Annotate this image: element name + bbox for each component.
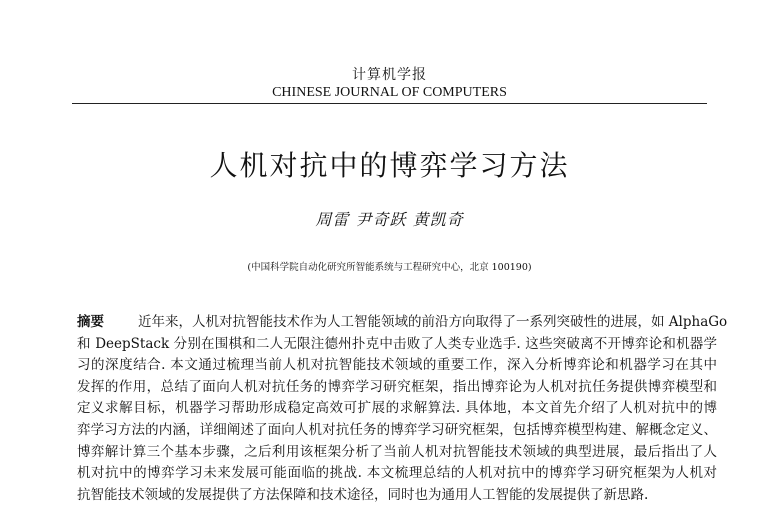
abstract-line-3: 习的深度结合. 本文通过梳理当前人机对抗智能技术领域的重要工作，深入分析博弈论和机器学习在其中 xyxy=(77,357,717,374)
abstract-line-5: 定义求解目标，机器学习帮助形成稳定高效可扩展的求解算法. 具体地，本文首先介绍了人机对抗中的博 xyxy=(77,400,717,417)
abstract-line-8: 机对抗中的博弈学习未来发展可能面临的挑战. 本文梳理总结的人机对抗中的博弈学习研究框架为人机对 xyxy=(77,465,717,482)
abstract-line-6: 弈学习方法的内涵，详细阐述了面向人机对抗任务的博弈学习研究框架，包括博弈模型构建、解概念定义、 xyxy=(77,421,717,438)
abstract xyxy=(77,312,728,506)
abstract-line-text: 近年来，人机对抗智能技术作为人工智能领域的前沿方向取得了一系列突破性的进展，如 AlphaGo xyxy=(138,314,728,330)
abstract-line-1 xyxy=(77,312,728,334)
abstract-line-7: 博弈解计算三个基本步骤，之后利用该框架分析了当前人机对抗智能技术领域的典型进展，最后指出了人 xyxy=(77,443,717,460)
abstract-line-2: 和 DeepStack 分别在围棋和二人无限注德州扑克中击败了人类专业选手. 这些突破离不开博弈论和机器学 xyxy=(77,335,717,352)
paper-title: 人机对抗中的博弈学习方法 xyxy=(209,149,570,182)
journal-name-english: CHINESE JOURNAL OF COMPUTERS xyxy=(272,85,507,100)
abstract-label: 摘要 xyxy=(77,314,104,330)
journal-name-chinese: 计算机学报 xyxy=(352,67,427,83)
header-rule xyxy=(72,103,707,104)
paper-affiliation: (中国科学院自动化研究所智能系统与工程研究中心，北京 100190) xyxy=(247,262,532,273)
paper-authors: 周雷 尹奇跃 黄凯奇 xyxy=(315,210,464,229)
abstract-line-9: 抗智能技术领域的发展提供了方法保障和技术途径，同时也为通用人工智能的发展提供了新思路. xyxy=(77,486,649,503)
abstract-line-4: 发挥的作用，总结了面向人机对抗任务的博弈学习研究框架，指出博弈论为人机对抗任务提供博弈模型和 xyxy=(77,378,717,395)
